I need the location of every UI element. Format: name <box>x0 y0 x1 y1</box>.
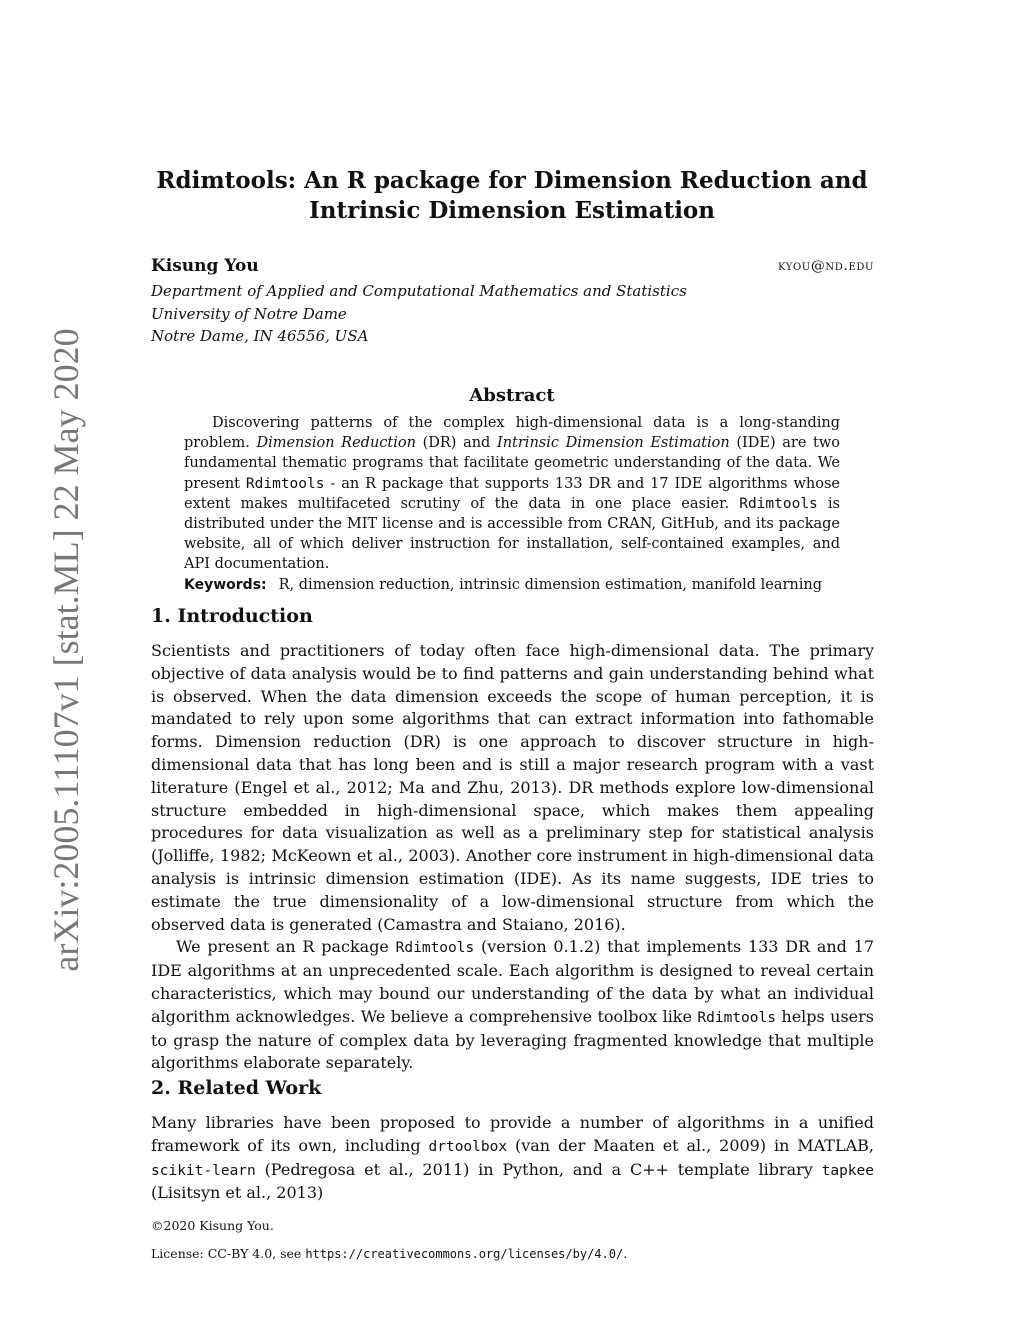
related-work-body <box>151 1112 874 1205</box>
body-text: (van der Maaten et al., 2009) in MATLAB, <box>514 1135 875 1155</box>
package-name: Rdimtools <box>697 1009 776 1026</box>
page-footer <box>151 1212 627 1268</box>
intro-paragraph-2 <box>151 936 874 1075</box>
author-affiliation <box>151 280 687 348</box>
keywords-label: Keywords: <box>184 576 267 593</box>
keywords <box>184 575 840 595</box>
intro-paragraph-1: Scientists and practitioners of today often face high-dimensional data. The primary objective of data analysis would be to find patterns and gain understanding behind what is observed. When the data dimension exceeds the scope of human perception, it is mandated to rely upon some algorithms that can extract information into fathomable forms. Dimension reduction (DR) is one approach to discover structure in high-dimensional data that has long been and is still a major research program with a vast literature (Engel et al., 2012; Ma and Zhu, 2013). DR methods explore low-dimensional structure embedded in high-dimensional space, which makes them appealing procedures for data visualization as well as a preliminary step for statistical analysis (Jolliffe, 1982; McKeown et al., 2003). Another core instrument in high-dimensional data analysis is intrinsic dimension estimation (IDE). As its name suggests, IDE tries to estimate the true dimensionality of a low-dimensional structure from which the observed data is generated (Camastra and Staiano, 2016). <box>151 641 874 934</box>
affiliation-department: Department of Applied and Computational Mathematics and Statistics <box>151 282 687 300</box>
package-name: Rdimtools <box>395 940 475 957</box>
affiliation-university: University of Notre Dame <box>151 304 347 323</box>
title-line-2: Intrinsic Dimension Estimation <box>308 197 715 224</box>
body-text: (Pedregosa et al., 2011) in Python, and a C++ template library <box>264 1159 813 1179</box>
body-text: helps users to grasp the nature of complex data by leveraging fragmented knowledge that multiple algorithms elaborate separately. <box>151 1006 875 1073</box>
ide-term: Intrinsic Dimension Estimation <box>496 435 730 452</box>
copyright-notice: ©2020 Kisung You. <box>151 1218 274 1233</box>
introduction-body <box>151 640 874 1075</box>
related-paragraph-1 <box>151 1112 874 1205</box>
body-text: (version 0.1.2) that implements 133 DR and 17 IDE algorithms at an unprecedented scale. Each algorithm is designed to reveal certain characteristics, which may bound our understanding of the data by what an individual algorithm acknowledges. We believe a comprehensive toolbox like <box>151 937 875 1026</box>
library-name: scikit-learn <box>151 1162 256 1179</box>
library-name: tapkee <box>821 1162 874 1179</box>
dr-term: Dimension Reduction <box>256 435 416 452</box>
license-text: License: CC-BY 4.0, see <box>151 1246 302 1261</box>
abstract-text: Discovering patterns of the complex high-dimensional data is a long-standing problem. <box>184 415 840 452</box>
affiliation-address: Notre Dame, IN 46556, USA <box>151 327 369 345</box>
body-text: We present an R package <box>176 937 389 957</box>
package-name: Rdimtools <box>245 475 325 492</box>
section-heading-related-work: 2. Related Work <box>151 1077 322 1099</box>
paper-title <box>150 166 874 226</box>
abstract-heading: Abstract <box>469 385 555 406</box>
abstract-text: is distributed under the MIT license and is accessible from CRAN, GitHub, and its package website, all of which deliver instruction for installation, self-contained examples, and API documentation. <box>184 495 841 573</box>
license-period: . <box>623 1246 628 1261</box>
abstract-text: (DR) and <box>422 435 491 452</box>
abstract-text: - an R package that supports 133 DR and 17 IDE algorithms whose extent makes multifaceted scrutiny of the data in one place easier. <box>184 475 841 512</box>
title-line-1: Rdimtools: An R package for Dimension Reduction and <box>156 167 868 194</box>
author-name: Kisung You <box>151 256 259 276</box>
author-email[interactable]: kyou@nd.edu <box>778 258 874 274</box>
section-heading-introduction: 1. Introduction <box>151 605 313 627</box>
body-text: (Lisitsyn et al., 2013) <box>151 1183 324 1203</box>
abstract-body <box>184 413 840 595</box>
library-name: drtoolbox <box>428 1138 508 1155</box>
abstract-paragraph <box>184 413 840 575</box>
keywords-list: R, dimension reduction, intrinsic dimension estimation, manifold learning <box>278 576 823 593</box>
body-text: Many libraries have been proposed to provide a number of algorithms in a unified framework of its own, including <box>151 1113 874 1155</box>
license-notice <box>151 1240 627 1268</box>
arxiv-identifier-stamp: arXiv:2005.11107v1 [stat.ML] 22 May 2020 <box>46 328 86 972</box>
license-url-link[interactable]: https://creativecommons.org/licenses/by/4.0/ <box>305 1247 624 1261</box>
package-name: Rdimtools <box>739 495 818 512</box>
abstract-text: (IDE) are two fundamental thematic programs that facilitate geometric understanding of the data. We present <box>184 435 841 492</box>
